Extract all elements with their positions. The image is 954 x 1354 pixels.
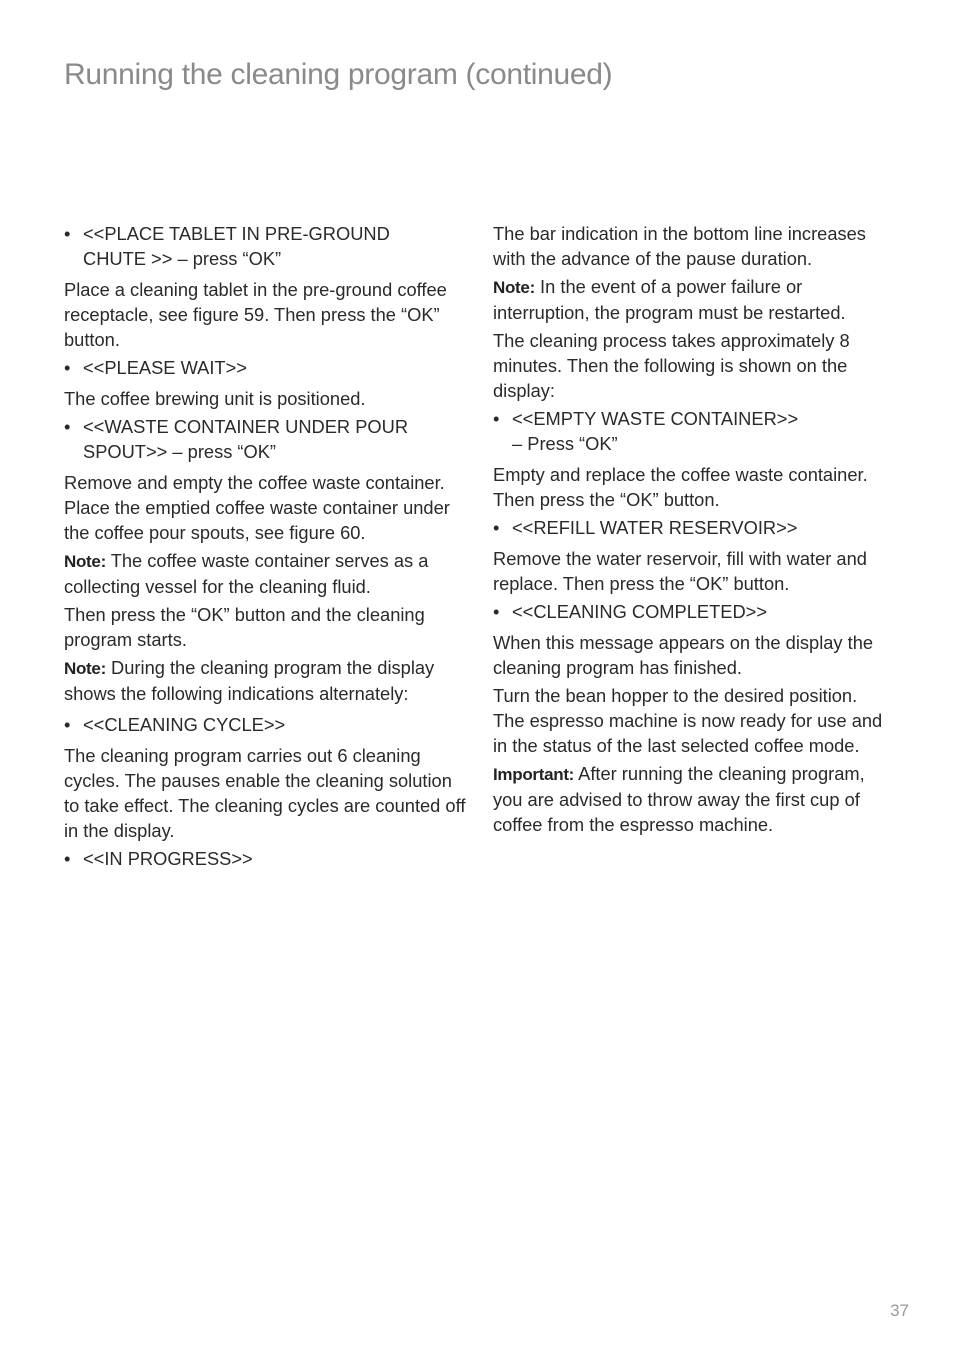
bullet-text: <<IN PROGRESS>> — [83, 848, 253, 869]
note-paragraph — [64, 548, 466, 599]
bullet-text: <<CLEANING COMPLETED>> — [512, 601, 768, 622]
list-item-cleaning-cycle — [64, 712, 466, 737]
paragraph: Remove and empty the coffee waste container. Place the emptied coffee waste container under the coffee pour spouts, see figure 60. — [64, 472, 450, 543]
paragraph: Empty and replace the coffee waste container. Then press the “OK” button. — [493, 464, 868, 510]
bullet-text: <<REFILL WATER RESERVOIR>> — [512, 517, 798, 538]
bullet-text: • <<WASTE CONTAINER UNDER POUR — [83, 416, 409, 437]
note-text: During the cleaning program the display shows the following indications alternately: — [64, 657, 435, 704]
paragraph: The cleaning process takes approximately 8 minutes. Then the following is shown on the display: — [493, 330, 850, 401]
list-item-refill-water-reservoir — [493, 515, 893, 540]
list-item-please-wait — [64, 355, 466, 380]
bullet-text: – Press “OK” — [512, 433, 618, 454]
paragraph: When this message appears on the display the cleaning program has finished. — [493, 632, 874, 678]
bullet-text: • <<EMPTY WASTE CONTAINER>> — [512, 408, 799, 429]
left-column — [64, 221, 466, 877]
note-text: The coffee waste container serves as a collecting vessel for the cleaning fluid. — [64, 550, 429, 597]
note-paragraph — [493, 274, 893, 325]
list-item-waste-container — [64, 414, 466, 464]
paragraph: Turn the bean hopper to the desired position. The espresso machine is now ready for use and in the status of the last selected coffee mode. — [493, 685, 883, 756]
paragraph: The coffee brewing unit is positioned. — [64, 388, 366, 409]
bullet-text: <<PLEASE WAIT>> — [83, 357, 247, 378]
paragraph: Remove the water reservoir, fill with water and replace. Then press the “OK” button. — [493, 548, 867, 594]
note-text: In the event of a power failure or interruption, the program must be restarted. — [493, 276, 846, 323]
list-item-place-tablet — [64, 221, 466, 271]
note-label: Note: — [64, 659, 106, 678]
page-title: Running the cleaning program (continued) — [64, 58, 613, 91]
important-text: After running the cleaning program, you are advised to throw away the first cup of coffee from the espresso machine. — [493, 763, 865, 835]
bullet-text: SPOUT>> – press “OK” — [83, 441, 277, 462]
list-item-cleaning-completed — [493, 599, 893, 624]
page-number: 37 — [890, 1301, 909, 1320]
important-paragraph — [493, 761, 893, 837]
important-label: Important: — [493, 765, 575, 784]
note-paragraph — [64, 655, 466, 706]
paragraph: Then press the “OK” button and the cleaning program starts. — [64, 604, 425, 650]
list-item-in-progress — [64, 846, 466, 871]
paragraph: The bar indication in the bottom line increases with the advance of the pause duration. — [493, 223, 866, 269]
note-label: Note: — [64, 552, 106, 571]
paragraph: The cleaning program carries out 6 cleaning cycles. The pauses enable the cleaning solution to take effect. The cleaning cycles are counted off in the display. — [64, 745, 466, 841]
list-item-empty-waste-container — [493, 406, 893, 456]
paragraph: Place a cleaning tablet in the pre-ground coffee receptacle, see figure 59. Then press the “OK” button. — [64, 279, 447, 350]
right-column — [493, 221, 893, 840]
bullet-text: • <<PLACE TABLET IN PRE-GROUND — [83, 223, 390, 244]
bullet-text: CHUTE >> – press “OK” — [83, 248, 282, 269]
bullet-text: <<CLEANING CYCLE>> — [83, 714, 286, 735]
note-label: Note: — [493, 278, 535, 297]
